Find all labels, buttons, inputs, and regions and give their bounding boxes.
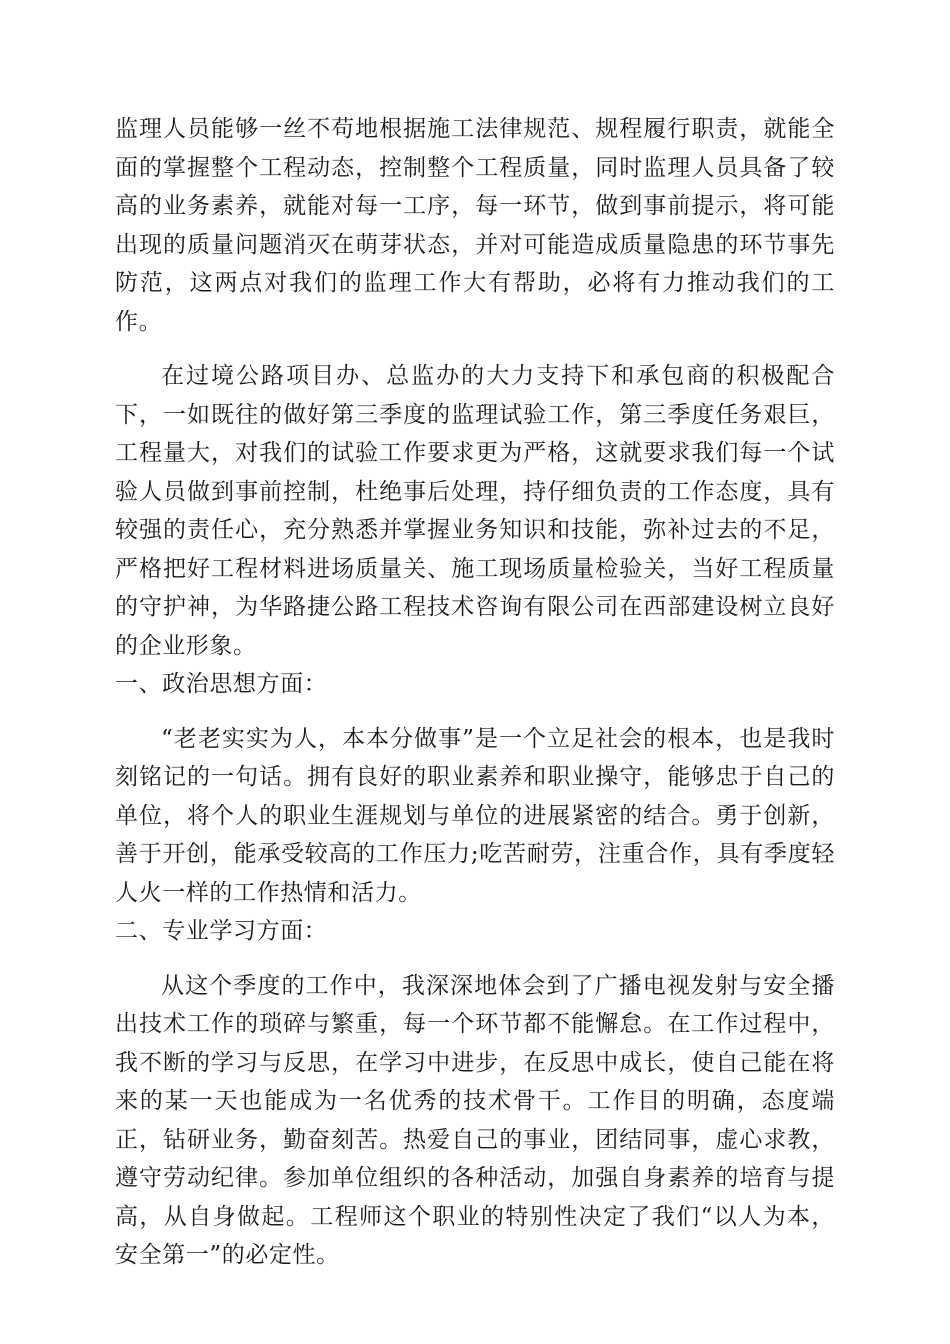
- document-page: [115, 110, 835, 1275]
- paragraph-third-quarter-testing: 在过境公路项目办、总监办的大力支持下和承包商的积极配合下，一如既往的做好第三季度的监理试验工作，第三季度任务艰巨，工程量大，对我们的试验工作要求更为严格，这就要求我们每一个试验人员做到事前控制，杜绝事后处理，持仔细负责的工作态度，具有较强的责任心，充分熟悉并掌握业务知识和技能，弥补过去的不足，严格把好工程材料进场质量关、施工现场质量检验关，当好工程质量的守护神，为华路捷公路工程技术咨询有限公司在西部建设树立良好的企业形象。: [115, 363, 835, 659]
- section-heading-professional: 二、专业学习方面：: [115, 918, 328, 944]
- section-heading-political: 一、政治思想方面：: [115, 671, 328, 697]
- paragraph-political-thought: “老老实实为人，本本分做事”是一个立足社会的根本，也是我时刻铭记的一句话。拥有良好的职业素养和职业操守，能够忠于自己的单位，将个人的职业生涯规划与单位的进展紧密的结合。勇于创新，善于开创，能承受较高的工作压力;吃苦耐劳，注重合作，具有季度轻人火一样的工作热情和活力。: [115, 725, 835, 906]
- paragraph-supervision-duties: 监理人员能够一丝不苟地根据施工法律规范、规程履行职责，就能全面的掌握整个工程动态，控制整个工程质量，同时监理人员具备了较高的业务素养，就能对每一工序，每一环节，做到事前提示，将可能出现的质量问题消灭在萌芽状态，并对可能造成质量隐患的环节事先防范，这两点对我们的监理工作大有帮助，必将有力推动我们的工作。: [115, 116, 835, 335]
- paragraph-professional-study: 从这个季度的工作中，我深深地体会到了广播电视发射与安全播出技术工作的琐碎与繁重，每一个环节都不能懈怠。在工作过程中，我不断的学习与反思，在学习中进步，在反思中成长，使自己能在将来的某一天也能成为一名优秀的技术骨干。工作目的明确，态度端正，钻研业务，勤奋刻苦。热爱自己的事业，团结同事，虚心求教，遵守劳动纪律。参加单位组织的各种活动，加强自身素养的培育与提高，从自身做起。工程师这个职业的特别性决定了我们“以人为本，安全第一”的必定性。: [115, 972, 835, 1268]
